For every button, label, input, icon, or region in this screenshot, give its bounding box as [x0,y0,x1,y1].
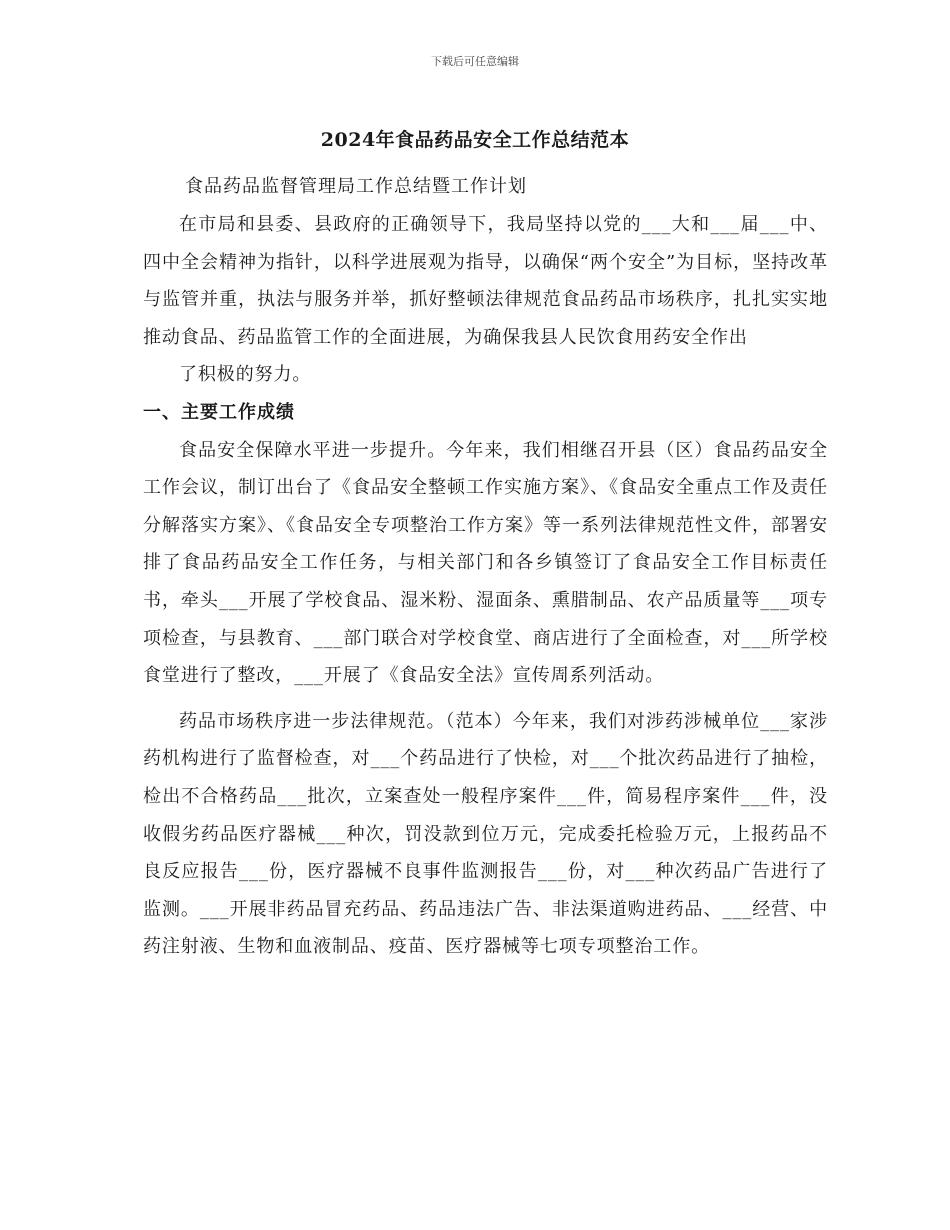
paragraph-drug-market: 药品市场秩序进一步法律规范。（范本）今年来，我们对涉药涉械单位___家涉药机构进行了监督检查，对___个药品进行了快检，对___个批次药品进行了抽检，检出不合格药品___批次，立案查处一般程序案件___件，简易程序案件___件，没收假劣药品医疗器械___种次，罚没款到位万元，完成委托检验万元，上报药品不良反应报告___份，医疗器械不良事件监测报告___份，对___种次药品广告进行了监测。___开展非药品冒充药品、药品违法广告、非法渠道购进药品、___经营、中药注射液、生物和血液制品、疫苗、医疗器械等七项专项整治工作。 [143,710,828,958]
document-body [143,206,828,966]
header-note: 下载后可任意编辑 [431,55,519,68]
section-heading: 一、主要工作成绩 [143,401,295,423]
document-title: 2024年食品药品安全工作总结范本 [320,129,630,151]
document-subtitle: 食品药品监督管理局工作总结暨工作计划 [185,176,527,197]
paragraph-intro-tail: 了积极的努力。 [179,364,312,386]
paragraph-food-safety: 食品安全保障水平进一步提升。今年来，我们相继召开县（区）食品药品安全工作会议，制订出台了《食品安全整顿工作实施方案》、《食品安全重点工作及责任分解落实方案》、《食品安全专项整治工作方案》等一系列法律规范性文件，部署安排了食品药品安全工作任务，与相关部门和各乡镇签订了食品安全工作目标责任书，牵头___开展了学校食品、湿米粉、湿面条、熏腊制品、农产品质量等___项专项检查，与县教育、___部门联合对学校食堂、商店进行了全面检查，对___所学校食堂进行了整改，___开展了《食品安全法》宣传周系列活动。 [143,439,828,687]
paragraph-intro: 在市局和县委、县政府的正确领导下，我局坚持以党的___大和___届___中、四中全会精神为指针，以科学进展观为指导，以确保“两个安全”为目标，坚持改革与监管并重，执法与服务并举，抓好整顿法律规范食品药品市场秩序，扎扎实实地推动食品、药品监管工作的全面进展，为确保我县人民饮食用药安全作出 [143,214,828,348]
